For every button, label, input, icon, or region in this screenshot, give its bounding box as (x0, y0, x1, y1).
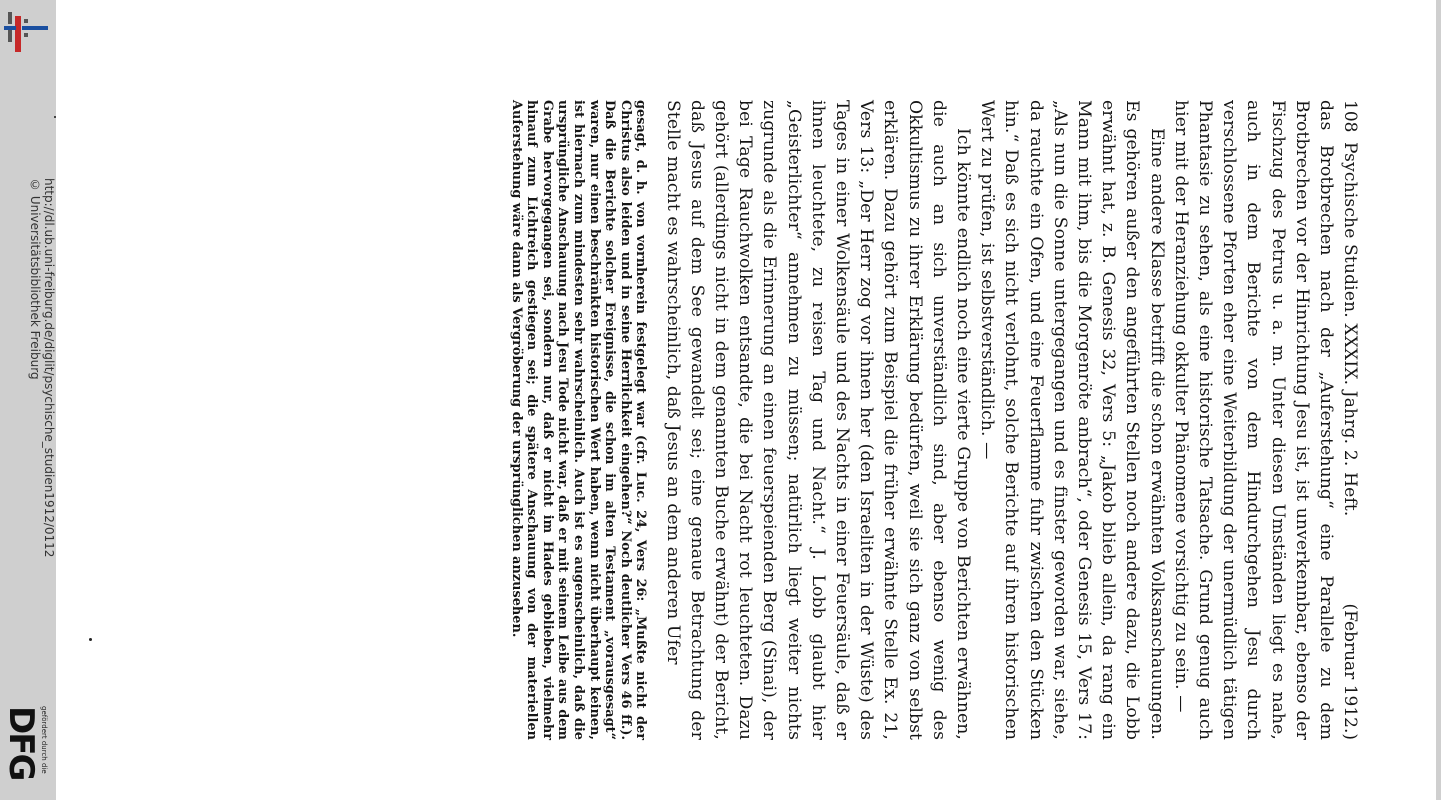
journal-title: Psychische Studien. XXXIX. Jahrg. 2. Heft. (1340, 142, 1360, 517)
issue-date: (Februar 1912.) (1340, 603, 1360, 740)
page-number: 108 (1340, 100, 1360, 133)
paragraph: Eine andere Klasse betrifft die schon erwähnten Volksanschauungen. Es gehören außer den angeführten Stellen noch andere dazu, die Lobb erwähnt hat, z. B. Genesis 32, Vers 5: „Jakob blieb allein, da rang ein Mann mit ihm, bis die Morgenröte anbrach“, oder Genesis 15, Vers 17: „Als nun die Sonne untergegangen und es finster geworden war, siehe, da rauchte ein Ofen, und eine Feuerflamme fuhr zwischen den Stücken hin.“ Daß es sich nicht verlohnt, solche Berichte auf ihren historischen Wert zu prüfen, ist selbstverständlich. — (977, 100, 1167, 740)
permalink-text (28, 178, 56, 557)
footnote: gesagt, d. h. von vornherein festgelegt war (cfr. Luc. 24, Vers 26: „Mußte nicht der Christus also leiden und in seine Herrlichkeit eingehen?“ Noch deutlicher Vers 46 ff.). Daß die Berichte solcher Ereignisse, die schon im alten Testament „vorausgesagt“ waren, nur einen beschränkten historischen Wert haben, wenn nicht überhaupt keinen, ist hiernach zum mindesten sehr wahrscheinlich. Auch ist es augenscheinlich, daß die ursprüngliche Anschauung nach Jesu Tode nicht war, daß er mit seinem Leibe aus dem Grabe hervorgegangen sei, sondern nur, daß er nicht im Hades geblieben, vielmehr hinauf zum Lichtreich gestiegen sei; die spätere Anschauung von der materiellen Auferstehung wäre dann als Vergröberung der ursprünglichen anzusehen. (508, 100, 649, 740)
scanned-page (202, 100, 1362, 740)
dfg-logo: DFG (1, 706, 41, 780)
paragraph: Ich könnte endlich noch eine vierte Gruppe von Berichten erwähnen, die auch an sich unverständlich sind, aber ebenso wenig des Okkultismus zu ihrer Erklärung bedürfen, weil sie sich ganz von selbst erklären. Dazu gehört zum Beispiel die früher erwähnte Stelle Ex. 21, Vers 13: „Der Herr zog vor ihnen her (den Israeliten in der Wüste) des Tages in einer Wolkensäule und des Nachts in einer Feuersäule, daß er ihnen leuchtete, zu reisen Tag und Nacht.“ J. Lobb glaubt hier „Geisterlichter“ annehmen zu müssen; natürlich liegt weiter nichts zugrunde als die Erinnerung an einen feuerspeienden Berg (Sinai), der bei Tage Rauchwolken entsandte, die bei Nacht rot leuchteten. Dazu gehört (allerdings nicht in dem genannten Buche erwähnt) der Bericht, daß Jesus auf dem See gewandelt sei; eine genaue Betrachtung der Stelle macht es wahrscheinlich, daß Jesus an dem anderen Ufer (662, 100, 973, 740)
viewer-sidebar (0, 0, 56, 800)
paragraph: das Brotbrechen nach der „Auferstehung“ eine Parallele zu dem Brotbrechen vor der Hinrichtung Jesu ist, ist unverkennbar, ebenso der Fischzug des Petrus u. a. m. Unter diesen Umständen liegt es nahe, auch in dem Berichte von dem Hindurchgehen Jesu durch verschlossene Pforten eher eine Weiterbildung der unermüdlich tätigen Phantasie zu sehen, als eine historische Tatsache. Grund genug auch hier mit der Heranziehung okkulter Phänomene vorsichtig zu sein. — (1170, 100, 1336, 740)
ub-freiburg-logo-icon (4, 6, 48, 52)
running-header (1338, 100, 1362, 740)
copyright-notice: © Universitätsbibliothek Freiburg (28, 178, 42, 380)
permalink-url[interactable]: http://dl.ub.uni-freiburg.de/diglit/psychische_studien1912/0112 (42, 178, 56, 558)
right-scroll-edge (1436, 0, 1441, 800)
scan-speck (54, 116, 56, 118)
scan-speck (89, 638, 92, 641)
main-text (660, 100, 1338, 740)
dfg-funding-label: gefördert durch die (40, 706, 48, 774)
